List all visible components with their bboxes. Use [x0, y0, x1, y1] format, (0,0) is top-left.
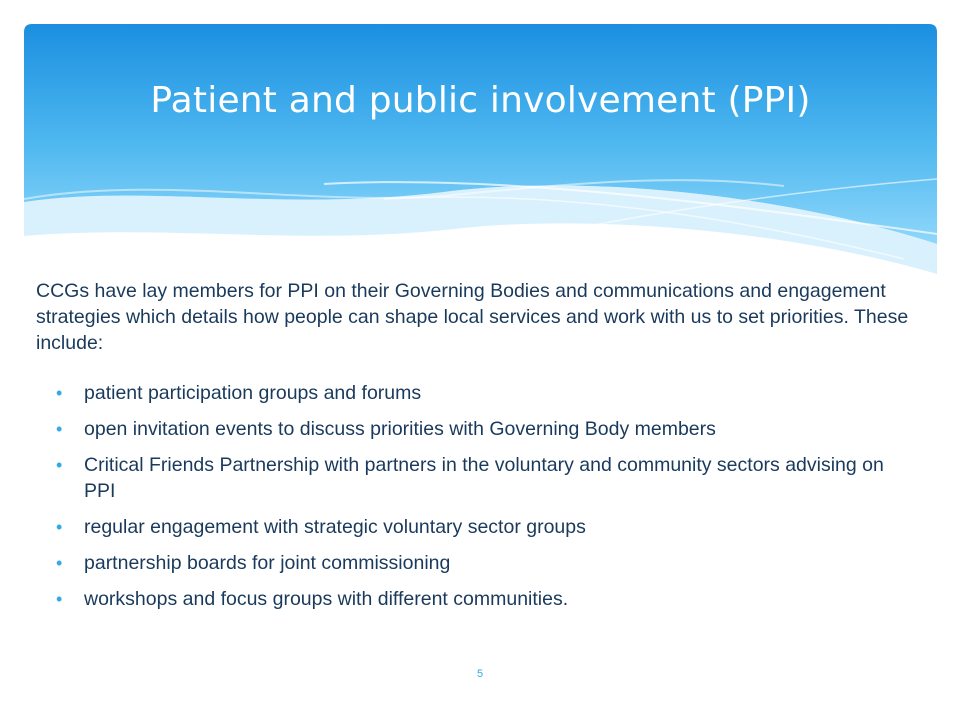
bullet-list — [56, 380, 916, 622]
page-number: 5 — [476, 668, 484, 680]
bullet-icon: • — [56, 517, 63, 537]
bullet-icon: • — [56, 589, 63, 609]
list-item: • partnership boards for joint commissioning — [56, 552, 451, 574]
list-item: • Critical Friends Partnership with partners in the voluntary and community sectors advising on PPI — [56, 454, 884, 502]
wave-banner-graphic — [24, 24, 937, 274]
bullet-icon: • — [56, 553, 63, 573]
list-item: • workshops and focus groups with different communities. — [56, 588, 569, 610]
title-banner — [24, 24, 937, 274]
intro-paragraph: CCGs have lay members for PPI on their Governing Bodies and communications and engagement strategies which details how people can shape local services and work with us to set priorities. These include: — [36, 280, 909, 354]
bullet-icon: • — [56, 455, 63, 475]
bullet-icon: • — [56, 419, 63, 439]
list-item: • patient participation groups and forums — [56, 382, 422, 404]
bullet-icon: • — [56, 383, 63, 403]
list-item: • open invitation events to discuss priorities with Governing Body members — [56, 418, 716, 440]
list-item: • regular engagement with strategic voluntary sector groups — [56, 516, 586, 538]
slide-title: Patient and public involvement (PPI) — [150, 80, 811, 121]
